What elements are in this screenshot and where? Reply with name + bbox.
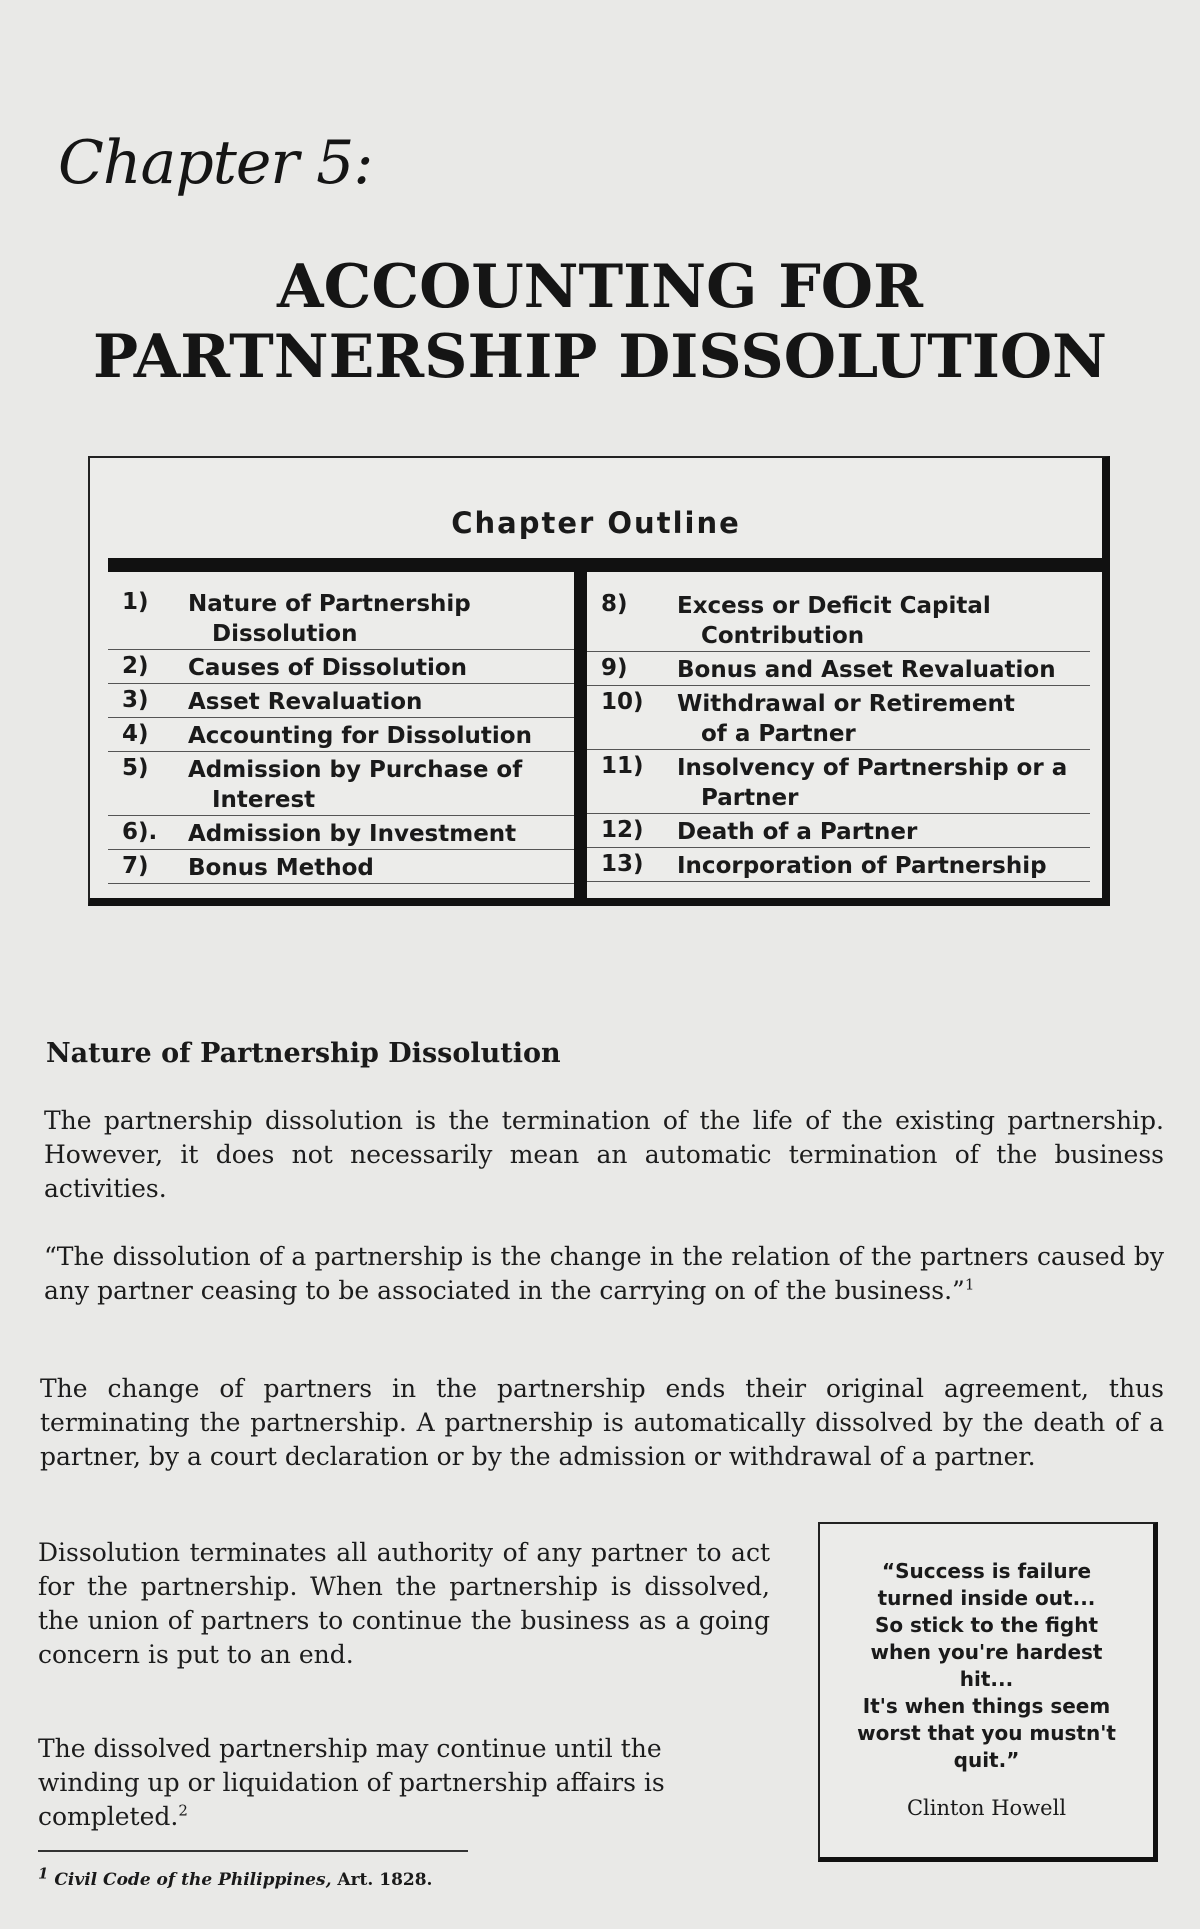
outline-item-line1: Withdrawal or Retirement bbox=[677, 691, 1015, 717]
outline-item-number: 13) bbox=[601, 851, 644, 877]
outline-item bbox=[108, 850, 574, 884]
outline-item-line1: Incorporation of Partnership bbox=[677, 853, 1047, 879]
outline-item-label bbox=[677, 652, 1090, 685]
quote-text bbox=[834, 1558, 1139, 1774]
outline-item-number: 5) bbox=[122, 755, 149, 781]
paragraph-5 bbox=[38, 1732, 770, 1834]
outline-column-divider bbox=[574, 570, 587, 902]
outline-item bbox=[587, 588, 1090, 652]
outline-item-label bbox=[188, 816, 574, 849]
outline-item-line1: Death of a Partner bbox=[677, 819, 918, 845]
quote-line: It's when things seem bbox=[862, 1694, 1111, 1718]
outline-item-line1: Bonus Method bbox=[188, 855, 374, 881]
outline-item-number: 11) bbox=[601, 753, 644, 779]
outline-item-line1: Bonus and Asset Revaluation bbox=[677, 657, 1056, 683]
footnote-divider bbox=[38, 1850, 468, 1852]
outline-header-bar bbox=[108, 558, 1102, 572]
chapter-title-line2: PARTNERSHIP DISSOLUTION bbox=[92, 322, 1108, 392]
outline-item-label bbox=[677, 814, 1090, 847]
outline-item bbox=[108, 586, 574, 650]
outline-item-label bbox=[188, 850, 574, 883]
outline-item-number: 8) bbox=[601, 591, 628, 617]
paragraph-1: The partnership dissolution is the termination of the life of the existing partnership. However, it does not necessarily mean an automatic termination of the business activities. bbox=[44, 1106, 1164, 1203]
outline-item-line1: Accounting for Dissolution bbox=[188, 723, 532, 749]
quote-line: hit... bbox=[959, 1667, 1014, 1691]
outline-item bbox=[108, 752, 574, 816]
outline-item-line2: Interest bbox=[212, 787, 316, 813]
outline-item bbox=[587, 848, 1090, 882]
footnote-ref-1: 1 bbox=[964, 1275, 975, 1294]
outline-item-number: 9) bbox=[601, 655, 628, 681]
quote-line: worst that you mustn't bbox=[857, 1721, 1116, 1745]
outline-item-line2: Dissolution bbox=[212, 621, 358, 647]
footnote-source: Civil Code of the Philippines, bbox=[54, 1870, 332, 1890]
outline-item-line1: Excess or Deficit Capital bbox=[677, 593, 991, 619]
outline-item-line1: Insolvency of Partnership or a bbox=[677, 755, 1068, 781]
outline-item-number: 10) bbox=[601, 689, 644, 715]
paragraph-4: Dissolution terminates all authority of any partner to act for the partnership. When the partnership is dissolved, the union of partners to continue the business as a going concern is put to an end. bbox=[38, 1538, 770, 1669]
outline-item-line2: of a Partner bbox=[701, 721, 856, 747]
outline-item bbox=[108, 718, 574, 752]
quote-line: turned inside out... bbox=[877, 1586, 1096, 1610]
quote-line: “Success is failure bbox=[881, 1559, 1092, 1583]
outline-item bbox=[587, 686, 1090, 750]
footnote bbox=[38, 1864, 433, 1890]
outline-item-line1: Causes of Dissolution bbox=[188, 655, 468, 681]
outline-item-number: 1) bbox=[122, 589, 149, 615]
section-heading: Nature of Partnership Dissolution bbox=[46, 1038, 561, 1069]
chapter-title-line1: ACCOUNTING FOR bbox=[277, 252, 923, 322]
outline-left-column bbox=[108, 586, 574, 884]
outline-item-number: 3) bbox=[122, 687, 149, 713]
outline-item-label bbox=[188, 718, 574, 751]
footnote-ref-2: 2 bbox=[178, 1801, 188, 1820]
outline-heading: Chapter Outline bbox=[451, 506, 741, 540]
chapter-label: Chapter 5: bbox=[58, 128, 373, 198]
outline-item-number: 2) bbox=[122, 653, 149, 679]
outline-item-label bbox=[188, 586, 574, 649]
outline-item bbox=[587, 750, 1090, 814]
quote-line: quit.” bbox=[953, 1748, 1020, 1772]
outline-item-label bbox=[677, 848, 1090, 881]
outline-item-label bbox=[188, 752, 574, 815]
outline-item-line1: Admission by Purchase of bbox=[188, 757, 523, 783]
chapter-outline-box bbox=[88, 456, 1110, 906]
outline-item bbox=[108, 650, 574, 684]
outline-item-number: 4) bbox=[122, 721, 149, 747]
outline-item-number: 6). bbox=[122, 819, 158, 845]
outline-item bbox=[587, 814, 1090, 848]
paragraph-2-text: “The dissolution of a partnership is the change in the relation of the partners caused by any partner ceasing to be associated in the carrying on of the business.” bbox=[44, 1242, 1164, 1305]
outline-item-label bbox=[677, 588, 1090, 651]
outline-item-label bbox=[677, 686, 1090, 749]
outline-item-line2: Partner bbox=[701, 785, 799, 811]
footnote-article: Art. 1828. bbox=[337, 1870, 433, 1890]
outline-item-line1: Nature of Partnership bbox=[188, 591, 471, 617]
outline-item-label bbox=[677, 750, 1090, 813]
outline-item-line1: Admission by Investment bbox=[188, 821, 517, 847]
footnote-mark: 1 bbox=[38, 1864, 49, 1883]
outline-item bbox=[587, 652, 1090, 686]
paragraph-5-text: The dissolved partnership may continue until the winding up or liquidation of partnership affairs is completed. bbox=[38, 1734, 665, 1831]
outline-item-line1: Asset Revaluation bbox=[188, 689, 423, 715]
paragraph-3: The change of partners in the partnership ends their original agreement, thus terminating the partnership. A partnership is automatically dissolved by the death of a partner, by a court declaration or by the admission or withdrawal of a partner. bbox=[40, 1374, 1164, 1471]
outline-item-label bbox=[188, 684, 574, 717]
quote-author: Clinton Howell bbox=[906, 1796, 1067, 1820]
quote-line: So stick to the fight bbox=[874, 1613, 1099, 1637]
outline-item-line2: Contribution bbox=[701, 623, 865, 649]
outline-item-number: 7) bbox=[122, 853, 149, 879]
outline-item-label bbox=[188, 650, 574, 683]
outline-item-number: 12) bbox=[601, 817, 644, 843]
chapter-title bbox=[40, 252, 1160, 392]
paragraph-2 bbox=[44, 1240, 1164, 1308]
outline-item bbox=[108, 816, 574, 850]
quote-box bbox=[818, 1522, 1158, 1862]
quote-line: when you're hardest bbox=[870, 1640, 1103, 1664]
outline-right-column bbox=[587, 588, 1090, 882]
outline-item bbox=[108, 684, 574, 718]
